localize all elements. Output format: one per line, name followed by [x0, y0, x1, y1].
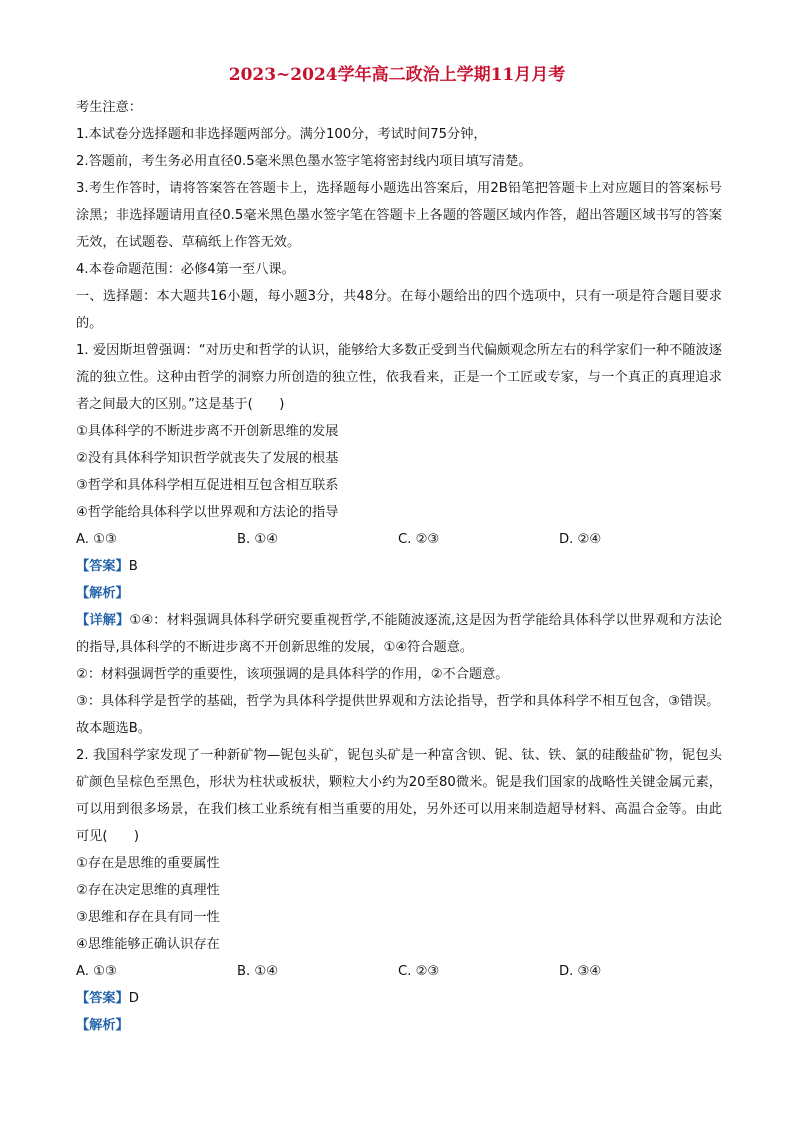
- option-row: [76, 526, 722, 553]
- detail-text: ②：材料强调哲学的重要性，该项强调的是具体科学的作用，②不合题意。: [76, 667, 509, 682]
- statement: ③思维和存在具有同一性: [76, 910, 220, 925]
- option-a: A. ①③: [76, 964, 117, 979]
- option-c: C. ②③: [398, 964, 440, 979]
- option-a: A. ①③: [76, 532, 117, 547]
- answer-value: D: [128, 991, 139, 1006]
- statement: ②存在决定思维的真理性: [76, 883, 220, 898]
- notice-heading: 考生注意：: [76, 100, 142, 115]
- notice-item: 3.考生作答时，请将答案答在答题卡上，选择题每小题选出答案后，用2B铅笔把答题卡上对应题目的答案标号涂黑；非选择题请用直径0.5毫米黑色墨水签字笔在答题卡上各题的答题区域内作答，超出答题区域书写的答案无效，在试题卷、草稿纸上作答无效。: [76, 181, 722, 250]
- detail-text: 故本题选B。: [76, 721, 151, 736]
- answer-value: B: [128, 559, 138, 574]
- answer-label: 【答案】: [76, 559, 129, 574]
- detail-label: 【详解】: [76, 613, 130, 628]
- detail-text: ①④：材料强调具体科学研究要重视哲学,不能随波逐流,这是因为哲学能给具体科学以世界观和方法论的指导,具体科学的不断进步离不开创新思维的发展，①④符合题意。: [76, 613, 723, 655]
- option-b: B. ①④: [237, 964, 279, 979]
- question-stem: 2. 我国科学家发现了一种新矿物—铌包头矿，铌包头矿是一种富含钡、铌、钛、铁、氯的硅酸盐矿物，铌包头矿颜色呈棕色至黑色，形状为柱状或板状，颗粒大小约为20至80微米。铌是我们国家的战略性关键金属元素，可以用到很多场景，在我们核工业系统有相当重要的用处，另外还可以用来制造超导材料、高温合金等。由此可见( ): [76, 748, 722, 844]
- statement: ④哲学能给具体科学以世界观和方法论的指导: [76, 505, 339, 520]
- option-d: D. ③④: [559, 964, 602, 979]
- statement: ②没有具体科学知识哲学就丧失了发展的根基: [76, 451, 339, 466]
- notice-item: 2.答题前，考生务必用直径0.5毫米黑色墨水签字笔将密封线内项目填写清楚。: [76, 154, 532, 169]
- answer-line: [76, 985, 722, 1012]
- statement: ①具体科学的不断进步离不开创新思维的发展: [76, 424, 339, 439]
- answer-label: 【答案】: [76, 991, 129, 1006]
- statement: ③哲学和具体科学相互促进相互包含相互联系: [76, 478, 339, 493]
- option-row: [76, 958, 722, 985]
- document-body: [76, 94, 722, 1039]
- analysis-line: [76, 580, 722, 607]
- analysis-line: [76, 1012, 722, 1039]
- option-c: C. ②③: [398, 532, 440, 547]
- page-title: 2023~2024学年高二政治上学期11月月考: [228, 65, 566, 85]
- option-b: B. ①④: [237, 532, 279, 547]
- detail-text: ③：具体科学是哲学的基础，哲学为具体科学提供世界观和方法论指导，哲学和具体科学不相互包含，③错误。: [76, 694, 720, 709]
- answer-line: [76, 553, 722, 580]
- notice-item: 4.本卷命题范围：必修4第一至八课。: [76, 262, 295, 277]
- analysis-label: 【解析】: [76, 586, 129, 601]
- section-heading: 一、选择题：本大题共16小题，每小题3分，共48分。在每小题给出的四个选项中，只有一项是符合题目要求的。: [76, 289, 722, 331]
- question-stem: 1. 爱因斯坦曾强调：“对历史和哲学的认识，能够给大多数正受到当代偏颇观念所左右的科学家们一种不随波逐流的独立性。这种由哲学的洞察力所创造的独立性，依我看来，正是一个工匠或专家，与一个真正的真理追求者之间最大的区别。”这是基于( ): [76, 343, 722, 412]
- detail-line: [76, 607, 722, 661]
- statement: ①存在是思维的重要属性: [76, 856, 220, 871]
- notice-item: 1.本试卷分选择题和非选择题两部分。满分100分，考试时间75分钟，: [76, 127, 487, 142]
- statement: ④思维能够正确认识存在: [76, 937, 220, 952]
- option-d: D. ②④: [559, 532, 602, 547]
- analysis-label: 【解析】: [76, 1018, 129, 1033]
